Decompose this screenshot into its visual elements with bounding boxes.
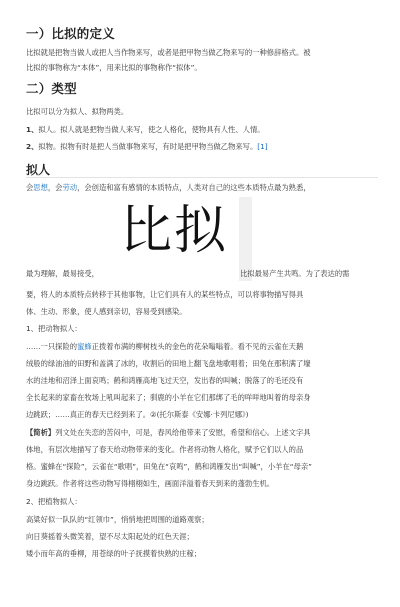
link-thinking[interactable]: 思想	[33, 183, 48, 192]
link-labor[interactable]: 劳动	[62, 183, 78, 192]
type-item-personification	[26, 124, 378, 136]
definition-line-1: 比拟就是把物当做人或把人当作物来写，或者是把甲物当做乙物来写的一种修辞格式。被	[26, 48, 311, 57]
big-title-bini: 比拟	[120, 201, 229, 261]
poem-line-1: 高粱好似一队队的“红领巾”，悄悄地把周围的道路观察；	[26, 515, 209, 524]
quote-line-4: 全长起来的家畜在牧场上吼叫起来了；驯鹿的小羊在它们那绑了毛的咩咩地叫着的母亲身	[26, 393, 311, 402]
types-intro: 比拟可以分为拟人、拟物两类。	[26, 107, 129, 116]
citation-link[interactable]: [1]	[257, 142, 268, 151]
personification-line-1	[26, 182, 378, 194]
quote-line-5: 边跳跃；……真正的春天已经到来了。②(托尔斯泰《安娜·卡列尼娜》)	[26, 410, 249, 419]
personification-line-4: 体、生动、形象，使人感到亲切，容易受到感染。	[26, 307, 187, 316]
text-span: ，会	[47, 183, 63, 192]
text-span: ，会创造和富有感情的本质特点，人类对自己的这些本质特点最为熟悉，	[77, 183, 311, 192]
type-item-number: 2、	[26, 142, 39, 151]
section-divider	[26, 177, 378, 178]
personification-line-2-right: 比拟最易产生共鸣。为了表达的需	[240, 269, 350, 278]
link-bee[interactable]: 蜜蜂	[77, 342, 92, 351]
personification-line-2-left: 最为理解，最易接受，	[26, 269, 99, 278]
type-item-text: 拟物。拟物有时是把人当做事物来写，有时是把甲物当做乙物来写。	[38, 142, 258, 151]
definition-line-2: 比拟的事物称为“本体”，用来比拟的事物称作“拟体”。	[26, 63, 202, 72]
poem-line-3: 矮小而年高的垂柳，用苍绿的叶子抚摸着快熟的庄稼；	[26, 549, 202, 558]
section-title-types: 二）类型	[26, 81, 77, 96]
subheading-plants: 2、把植物拟人：	[26, 497, 82, 506]
comment-line-1	[26, 427, 378, 439]
comment-line-4: 身边跳跃。作者将这些动物写得栩栩如生，画面洋溢着春天到来的蓬勃生机。	[26, 479, 275, 488]
quote-line-1	[26, 341, 378, 353]
quote-line-3: 水的洼地和沼泽上面哀鸣；鹤和鸿雁高地飞过天空，发出春的叫喊；脱落了的毛还没有	[26, 376, 304, 385]
type-item-text: 拟人。拟人就是把物当做人来写，使之人格化，使物具有人性、人情。	[38, 125, 265, 134]
poem-line-2: 向日葵摇着头微笑着，望不尽太阳起处的红色天涯；	[26, 532, 194, 541]
section-title-definition: 一）比拟的定义	[26, 26, 115, 41]
text-span: ……一只探险的	[26, 342, 78, 351]
comment-tag: 【简析】	[26, 428, 56, 437]
type-item-objectification	[26, 141, 378, 153]
type-item-number: 1、	[26, 125, 39, 134]
comment-line-3: 格。蜜蜂在“探险”，云雀在“歌唱”，田兔在“哀鸣”，鹤和鸿雁发出“叫喊”，小羊在“母亲”	[26, 462, 312, 471]
text-span: 列文处在失恋的苦闷中，可是，春风给他带来了安慰，希望和信心。上述文字具	[55, 428, 311, 437]
section-title-personification: 拟人	[26, 163, 51, 177]
personification-line-3: 要，将人的本质特点转移于其他事物，让它们具有人的某些特点，可以将事物描写得具	[26, 290, 304, 299]
text-span: 正拨着布满的柳树枝头的金色的花朵嗡嗡着。看不见的云雀在天鹅	[91, 342, 304, 351]
text-span: 会	[26, 183, 34, 192]
quote-line-2: 绒般的绿油油的田野和盖满了冰的，收割后的田地上翻飞盘地歌唱着；田兔在那积满了壕	[26, 359, 311, 368]
subheading-animals: 1、把动物拟人：	[26, 324, 82, 333]
comment-line-2: 体地，有层次地描写了春天给动物带来的变化。作者将动物人格化，赋予它们以人的品	[26, 445, 304, 454]
